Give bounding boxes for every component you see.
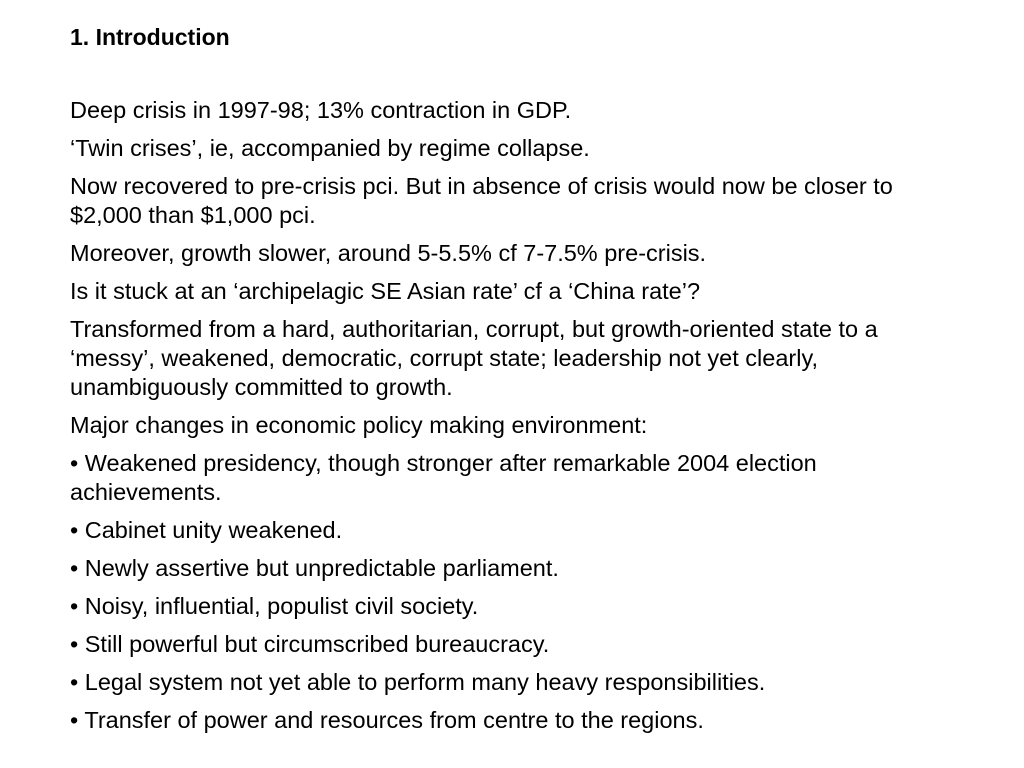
paragraph-growth-slower: Moreover, growth slower, around 5-5.5% cf 7-7.5% pre-crisis. xyxy=(70,240,707,266)
slide-body xyxy=(70,96,950,744)
paragraph-crisis: Deep crisis in 1997-98; 13% contraction in GDP. xyxy=(70,97,572,123)
paragraph-recovered: Now recovered to pre-crisis pci. But in absence of crisis would now be closer to $2,000 than $1,000 pci. xyxy=(70,173,893,228)
bullet-transfer-of-power: • Transfer of power and resources from centre to the regions. xyxy=(70,707,704,733)
paragraph-twin-crises: ‘Twin crises’, ie, accompanied by regime collapse. xyxy=(70,135,590,161)
bullet-cabinet-unity: • Cabinet unity weakened. xyxy=(70,517,343,543)
paragraph-major-changes: Major changes in economic policy making environment: xyxy=(70,412,648,438)
bullet-legal-system: • Legal system not yet able to perform many heavy responsibilities. xyxy=(70,669,766,695)
bullet-parliament: • Newly assertive but unpredictable parliament. xyxy=(70,555,559,581)
paragraph-transformed: Transformed from a hard, authoritarian, corrupt, but growth-oriented state to a ‘messy’, weakened, democratic, corrupt state; leadership not yet clearly, unambiguously committed to growth. xyxy=(70,316,878,400)
paragraph-stuck-rate: Is it stuck at an ‘archipelagic SE Asian rate’ cf a ‘China rate’? xyxy=(70,278,701,304)
bullet-civil-society: • Noisy, influential, populist civil society. xyxy=(70,593,479,619)
slide-heading: 1. Introduction xyxy=(70,24,230,50)
bullet-bureaucracy: • Still powerful but circumscribed bureaucracy. xyxy=(70,631,550,657)
bullet-weakened-presidency: • Weakened presidency, though stronger after remarkable 2004 election achievements. xyxy=(70,450,817,505)
